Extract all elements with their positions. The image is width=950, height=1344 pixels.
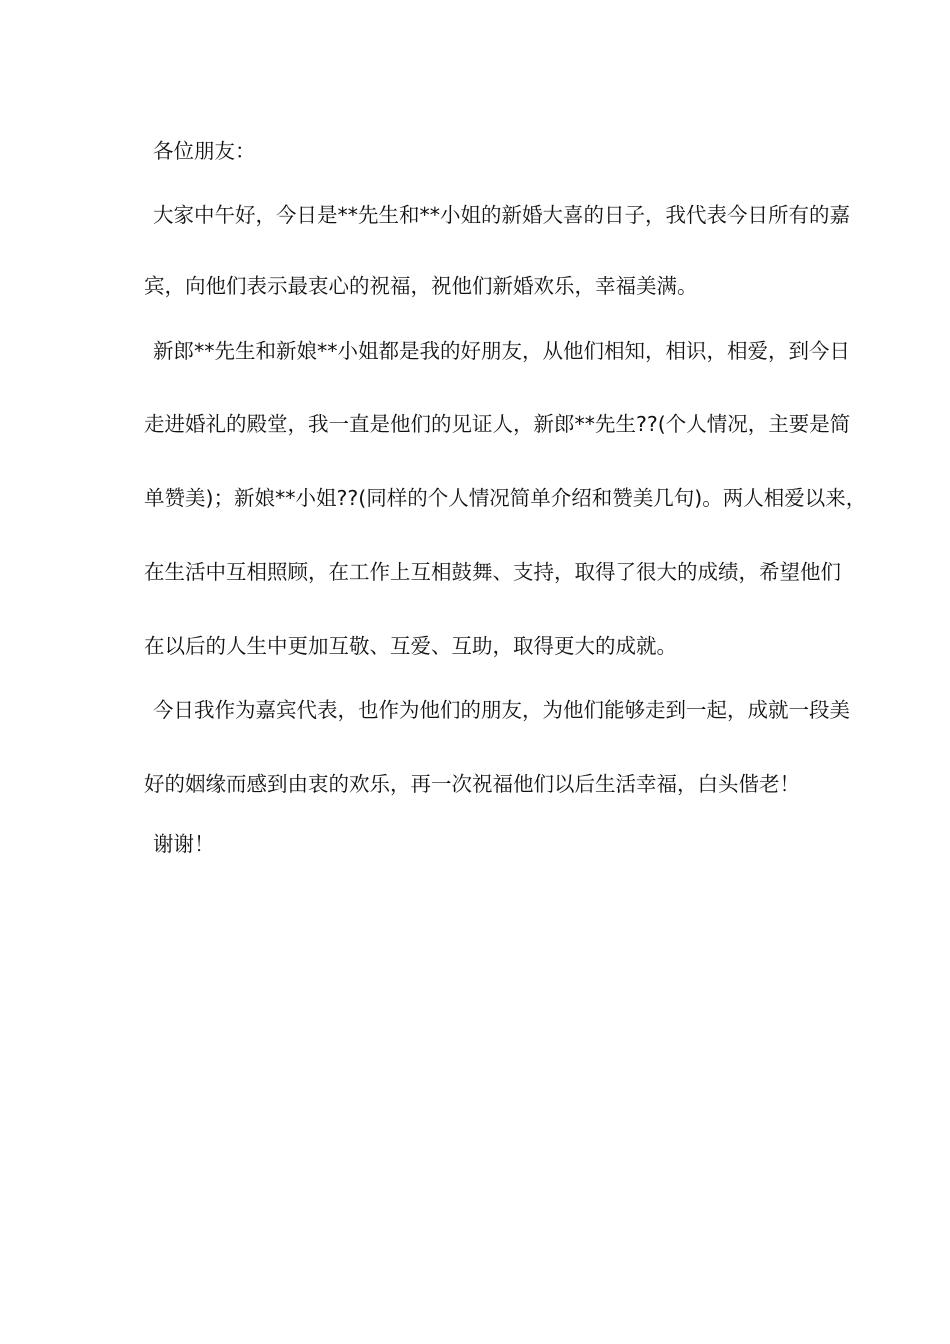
paragraph-2-line-5: 在以后的人生中更加互敬、互爱、互助，取得更大的成就。 [144, 634, 677, 658]
paragraph-2-line-2: 走进婚礼的殿堂，我一直是他们的见证人，新郎**先生??(个人情况，主要是简 [144, 412, 851, 436]
paragraph-2-line-3: 单赞美)；新娘**小姐??(同样的个人情况简单介绍和赞美几句)。两人相爱以来， [144, 486, 867, 510]
paragraph-3-line-2: 好的姻缘而感到由衷的欢乐，再一次祝福他们以后生活幸福，白头偕老！ [144, 772, 800, 796]
paragraph-2-line-4: 在生活中互相照顾，在工作上互相鼓舞、支持，取得了很大的成绩，希望他们 [144, 560, 841, 584]
closing-line: 谢谢！ [153, 832, 215, 856]
paragraph-1-line-2: 宾，向他们表示最衷心的祝福，祝他们新婚欢乐，幸福美满。 [144, 274, 698, 298]
paragraph-1-line-1: 大家中午好，今日是**先生和**小姐的新婚大喜的日子，我代表今日所有的嘉 [153, 203, 850, 227]
greeting-line: 各位朋友： [153, 139, 256, 163]
paragraph-2-line-1: 新郎**先生和新娘**小姐都是我的好朋友，从他们相知，相识，相爱，到今日 [153, 339, 850, 363]
paragraph-3-line-1: 今日我作为嘉宾代表，也作为他们的朋友，为他们能够走到一起，成就一段美 [153, 698, 850, 722]
